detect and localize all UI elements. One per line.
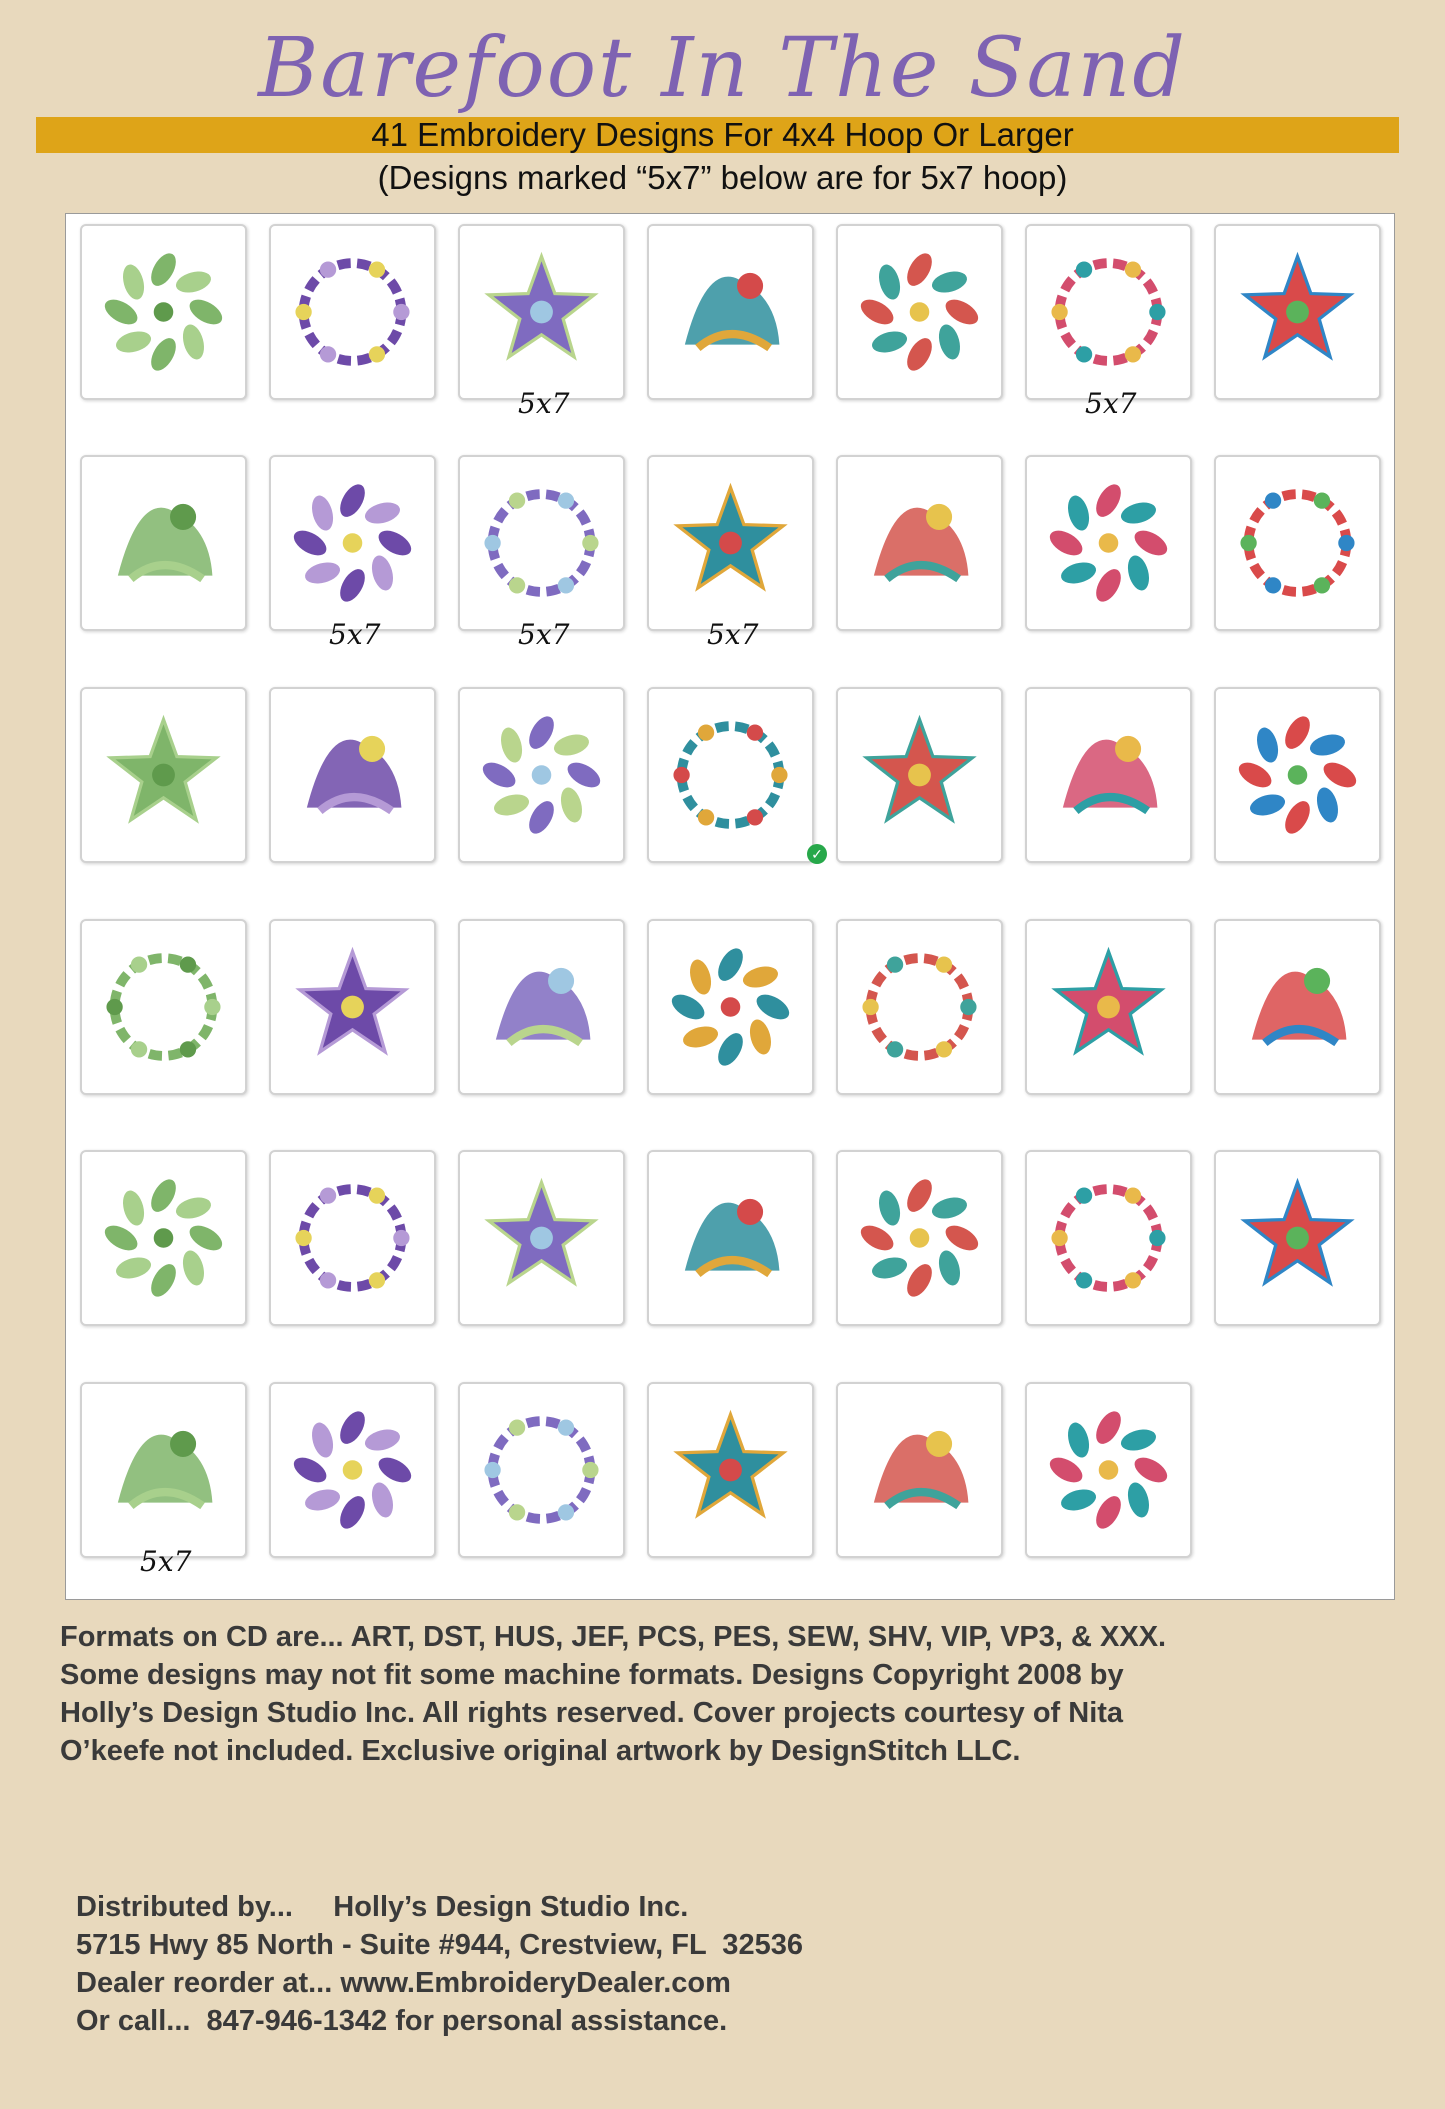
design-tile[interactable] (269, 224, 436, 400)
red-star-flower-icon (460, 457, 623, 629)
tropical-fish-icon (649, 921, 812, 1093)
butterfly-flowers-icon (1027, 689, 1190, 861)
design-tile[interactable] (836, 687, 1003, 863)
design-tile[interactable] (836, 1382, 1003, 1558)
design-tile[interactable] (1214, 224, 1381, 400)
design-tile[interactable] (458, 455, 625, 631)
size-5x7-label: 5x7 (707, 618, 759, 651)
subtitle-hoop-note: (Designs marked “5x7” below are for 5x7 hoop) (377, 159, 1068, 196)
beach-umbrella-icon (1216, 921, 1379, 1093)
page-title: Barefoot In The Sand (258, 21, 1187, 116)
tropical-drink-icon (82, 1152, 245, 1324)
size-5x7-label: 5x7 (140, 1545, 192, 1578)
design-tile[interactable] (647, 1150, 814, 1326)
alligator-icon (82, 921, 245, 1093)
palms-sun-icon (271, 1384, 434, 1556)
formats-line: Holly’s Design Studio Inc. All rights reserved. Cover projects courtesy of Nita (60, 1697, 1124, 1729)
bird-of-paradise-icon (1027, 921, 1190, 1093)
formats-line: Formats on CD are... ART, DST, HUS, JEF, PCS, PES, SEW, SHV, VIP, VP3, & XXX. (60, 1621, 1167, 1653)
boat-lighthouse-icon (271, 1152, 434, 1324)
floral-swirl-ring-icon (1216, 226, 1379, 398)
alligator-vine-icon (838, 689, 1001, 861)
distributor-line: Distributed by... Holly’s Design Studio Inc. (76, 1891, 689, 1923)
design-tile[interactable] (80, 1150, 247, 1326)
design-tile[interactable] (458, 687, 625, 863)
vine-border-icon (82, 1384, 245, 1556)
design-tile[interactable] (1025, 1382, 1192, 1558)
formats-info (60, 1618, 1420, 1770)
design-tile[interactable] (269, 1382, 436, 1558)
check-icon: ✓ (807, 844, 827, 864)
single-flower-icon (1027, 1152, 1190, 1324)
design-tile[interactable] (647, 687, 814, 863)
phone-line: Or call... 847-946-1342 for personal assistance. (76, 2005, 728, 2037)
lavender-pinwheel-icon (271, 226, 434, 398)
design-tile[interactable] (80, 1382, 247, 1558)
design-tile[interactable] (458, 224, 625, 400)
design-tile[interactable] (1214, 1150, 1381, 1326)
butterfly-roses-icon (838, 1152, 1001, 1324)
fish-flowers-icon (838, 921, 1001, 1093)
design-tile[interactable] (269, 455, 436, 631)
design-tile[interactable] (647, 455, 814, 631)
design-tile[interactable] (1025, 687, 1192, 863)
design-tile[interactable] (269, 687, 436, 863)
design-grid-panel (65, 213, 1395, 1600)
diamond-motif-icon (82, 689, 245, 861)
swirl-corner-icon (1216, 689, 1379, 861)
martini-flowers-icon (460, 921, 623, 1093)
flower-spray-icon (649, 457, 812, 629)
distributor-info (76, 1888, 1376, 2040)
design-tile[interactable] (1214, 919, 1381, 1095)
star-hexagon-icon (1027, 226, 1190, 398)
green-wreath-icon (271, 457, 434, 629)
design-tile[interactable] (836, 919, 1003, 1095)
formats-line: O’keefe not included. Exclusive original artwork by DesignStitch LLC. (60, 1735, 1021, 1767)
design-tile[interactable] (458, 1382, 625, 1558)
design-tile[interactable] (647, 224, 814, 400)
leaf-wreath-icon (649, 226, 812, 398)
design-tile[interactable] (80, 687, 247, 863)
size-5x7-label: 5x7 (518, 387, 570, 420)
design-tile[interactable] (458, 1150, 625, 1326)
fern-star-icon (1216, 457, 1379, 629)
design-tile[interactable] (647, 1382, 814, 1558)
bright-butterfly-icon (838, 1384, 1001, 1556)
design-tile[interactable] (80, 455, 247, 631)
design-tile[interactable] (1214, 455, 1381, 631)
design-tile[interactable] (836, 455, 1003, 631)
design-tile[interactable] (1214, 687, 1381, 863)
subtitle-design-count: 41 Embroidery Designs For 4x4 Hoop Or Larger (371, 116, 1074, 153)
pie-plate-icon (649, 1152, 812, 1324)
design-tile[interactable] (1025, 1150, 1192, 1326)
dotted-wreath-icon (460, 226, 623, 398)
design-tile[interactable] (269, 1150, 436, 1326)
design-tile[interactable] (80, 224, 247, 400)
design-tile[interactable] (269, 919, 436, 1095)
design-tile[interactable] (1025, 919, 1192, 1095)
flower-bouquet-icon (1216, 1152, 1379, 1324)
leaf-ring-icon (82, 226, 245, 398)
formats-line: Some designs may not fit some machine formats. Designs Copyright 2008 by (60, 1659, 1124, 1691)
address-line: 5715 Hwy 85 North - Suite #944, Crestview, FL 32536 (76, 1929, 803, 1961)
design-tile[interactable] (836, 224, 1003, 400)
lime-slice-icon (271, 921, 434, 1093)
shells-starfish-icon (271, 689, 434, 861)
starfish-icon (460, 689, 623, 861)
palm-island-icon (649, 689, 812, 861)
size-5x7-label: 5x7 (1085, 387, 1137, 420)
size-5x7-label: 5x7 (329, 618, 381, 651)
pastel-butterfly-icon (649, 1384, 812, 1556)
design-tile[interactable] (458, 919, 625, 1095)
design-tile[interactable] (647, 919, 814, 1095)
size-5x7-label: 5x7 (518, 618, 570, 651)
leaf-swirl-icon (838, 457, 1001, 629)
design-tile[interactable] (1025, 455, 1192, 631)
palms-orange-sun-icon (460, 1384, 623, 1556)
umbrella-drink-icon (1027, 1384, 1190, 1556)
design-tile[interactable] (1025, 224, 1192, 400)
design-tile[interactable] (836, 1150, 1003, 1326)
design-tile[interactable] (80, 919, 247, 1095)
feather-circle-icon (838, 226, 1001, 398)
blue-gold-hexagon-icon (1027, 457, 1190, 629)
tiki-hut-icon (460, 1152, 623, 1324)
swirl-ring-icon (82, 457, 245, 629)
reorder-line: Dealer reorder at... www.EmbroideryDealer.com (76, 1967, 731, 1999)
